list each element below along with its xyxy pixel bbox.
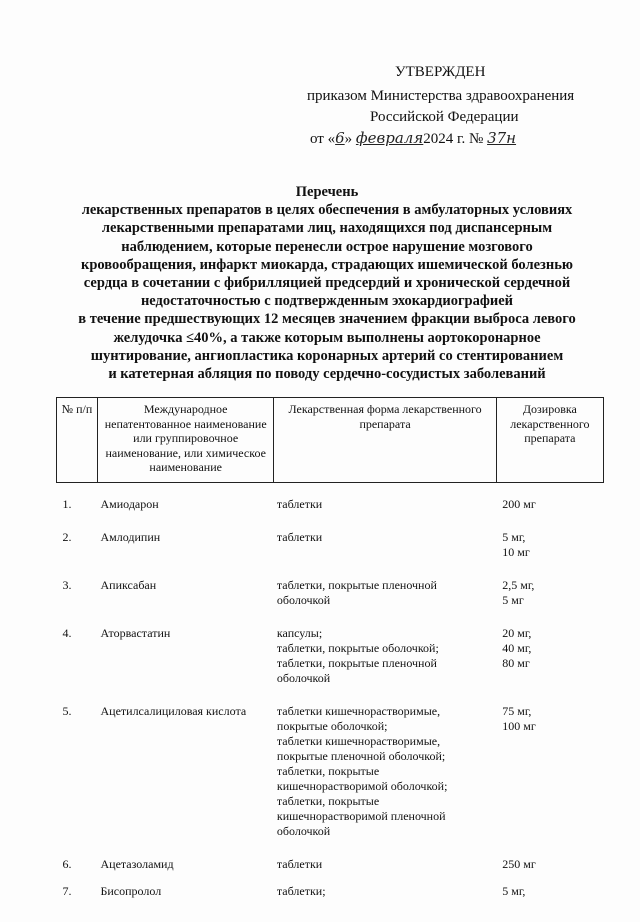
drug-table (56, 397, 604, 899)
drug-name: Аторвастатин (100, 626, 171, 640)
heading-line: в течение предшествующих 12 месяцев значением фракции выброса левого (78, 311, 576, 328)
handwritten-order-number: 37н (487, 129, 517, 147)
drug-form (274, 839, 496, 872)
table-row (57, 483, 604, 513)
date-prefix: от « (310, 131, 336, 147)
drug-form (274, 560, 496, 608)
heading-line: наблюдением, которые перенесли острое нарушение мозгового (121, 238, 533, 255)
dose-line: 200 мг (502, 497, 536, 511)
row-number: 2. (62, 530, 72, 544)
header-form: Лекарственная форма лекарственного препарата (274, 398, 496, 483)
dose-line: 10 мг (502, 545, 530, 559)
drug-name: Бисопролол (100, 884, 162, 898)
row-number: 5. (62, 704, 72, 718)
form-line: таблетки, покрытые оболочкой; (276, 641, 439, 655)
table-header-row (57, 398, 604, 483)
drug-name: Ацетилсалициловая кислота (100, 704, 247, 718)
dose-line: 5 мг, (502, 530, 526, 544)
approval-federation: Российской Федерации (370, 109, 519, 125)
dose-line: 2,5 мг, (502, 578, 535, 592)
table-row (57, 560, 604, 608)
drug-dose (496, 560, 603, 608)
drug-form (274, 872, 496, 899)
row-number: 7. (62, 884, 72, 898)
header-name: Международное непатентованное наименование или группировочное наименование, или химическое наименование (97, 398, 273, 483)
heading-line: сердца в сочетании с фибрилляцией предсердий и хронической сердечной (83, 275, 571, 292)
form-line: капсулы; (276, 626, 323, 640)
handwritten-day: 6 (335, 129, 345, 147)
drug-dose (496, 512, 603, 560)
header-num: № п/п (57, 398, 98, 483)
table-row (57, 872, 604, 899)
document-heading (30, 183, 624, 383)
form-line: таблетки кишечнорастворимые, (276, 734, 441, 748)
date-year: 2024 г. № (423, 131, 484, 147)
form-line: оболочкой (276, 671, 331, 685)
form-line: таблетки, покрытые (276, 794, 380, 808)
heading-line: лекарственными препаратами лиц, находящихся под диспансерным (101, 220, 553, 237)
row-number: 6. (62, 857, 72, 871)
form-line: таблетки (276, 530, 323, 544)
form-line: таблетки; (276, 884, 326, 898)
dose-line: 5 мг (502, 593, 524, 607)
dose-line: 100 мг (502, 719, 536, 733)
dose-line: 20 мг, (502, 626, 532, 640)
heading-line: лекарственных препаратов в целях обеспечения в амбулаторных условиях (81, 202, 573, 219)
form-line: оболочкой (276, 593, 331, 607)
heading-line: и катетерная абляция по поводу сердечно-сосудистых заболеваний (108, 366, 546, 383)
heading-title: Перечень (295, 184, 359, 200)
drug-name: Амлодипин (100, 530, 161, 544)
dose-line: 5 мг, (502, 884, 526, 898)
heading-line: кровообращения, инфаркт миокарда, страдающих ишемической болезнью (80, 256, 573, 273)
form-line: оболочкой (276, 824, 331, 838)
heading-line: недостаточностью с подтвержденным эхокардиографией (140, 293, 514, 310)
approval-title: УТВЕРЖДЕН (395, 64, 486, 80)
form-line: таблетки, покрытые пленочной (276, 656, 437, 670)
handwritten-month: февраля (355, 129, 424, 147)
drug-dose (496, 872, 603, 899)
drug-form (274, 608, 496, 686)
dose-line: 75 мг, (502, 704, 532, 718)
table-row (57, 608, 604, 686)
dose-line: 80 мг (502, 656, 530, 670)
table-row (57, 839, 604, 872)
row-number: 3. (62, 578, 72, 592)
dose-line: 40 мг, (502, 641, 532, 655)
drug-dose (496, 839, 603, 872)
approval-date-line (310, 128, 516, 150)
drug-dose (496, 483, 603, 513)
form-line: таблетки (276, 857, 323, 871)
date-day-close: » (344, 131, 353, 147)
form-line: таблетки (276, 497, 323, 511)
form-line: покрытые оболочкой; (276, 719, 388, 733)
form-line: таблетки, покрытые (276, 764, 380, 778)
drug-dose (496, 608, 603, 686)
drug-form (274, 483, 496, 513)
row-number: 4. (62, 626, 72, 640)
drug-name: Ацетазоламид (100, 857, 174, 871)
header-dose: Дозировка лекарственного препарата (496, 398, 603, 483)
dose-line: 250 мг (502, 857, 536, 871)
drug-form (274, 512, 496, 560)
form-line: таблетки, покрытые пленочной (276, 578, 437, 592)
heading-line: желудочка ≤40%, а также которым выполнены аортокоронарное (113, 329, 541, 346)
table-row (57, 686, 604, 839)
row-number: 1. (62, 497, 72, 511)
drug-form (274, 686, 496, 839)
form-line: таблетки кишечнорастворимые, (276, 704, 441, 718)
form-line: кишечнорастворимой пленочной (276, 809, 446, 823)
form-line: кишечнорастворимой оболочкой; (276, 779, 448, 793)
approval-order-line: приказом Министерства здравоохранения (307, 88, 575, 104)
drug-name: Амиодарон (100, 497, 159, 511)
form-line: покрытые пленочной оболочкой; (276, 749, 446, 763)
table-row (57, 512, 604, 560)
drug-dose (496, 686, 603, 839)
drug-name: Апиксабан (100, 578, 157, 592)
heading-line: шунтирование, ангиопластика коронарных артерий со стентированием (90, 347, 564, 364)
